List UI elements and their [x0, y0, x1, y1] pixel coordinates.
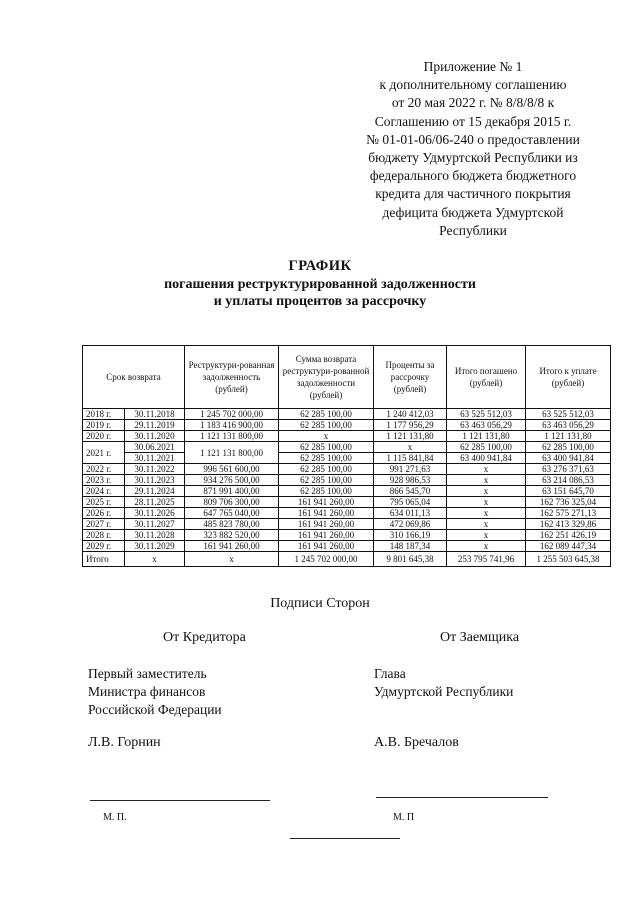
borrower-stamp-mark: М. П: [393, 812, 415, 823]
appendix-line: № 01-01-06/06-240 о предоставлении: [366, 131, 580, 147]
cell-interest: 634 011,13: [374, 508, 447, 519]
appendix-line: Соглашению от 15 декабря 2015 г.: [374, 113, 572, 129]
cell-to-pay: 63 214 086,53: [526, 475, 611, 486]
table-row: [83, 453, 611, 464]
table-row: [83, 541, 611, 552]
cell-repaid: x: [447, 475, 526, 486]
cell-year: 2023 г.: [83, 475, 125, 486]
cell-return: 62 285 100,00: [279, 486, 374, 497]
cell-date: 30.11.2027: [125, 519, 185, 530]
cell-interest: 472 069,86: [374, 519, 447, 530]
header-restructured-debt: Реструктури-рованная задолженность (рублей): [185, 346, 279, 409]
cell-repaid: x: [447, 541, 526, 552]
cell-date: 30.11.2026: [125, 508, 185, 519]
table-row: [83, 530, 611, 541]
table-total-row: [83, 552, 611, 567]
cell-to-pay: 63 151 645,70: [526, 486, 611, 497]
cell-to-pay: 63 525 512,03: [526, 409, 611, 420]
cell-debt: 934 276 500,00: [185, 475, 279, 486]
cell-year: 2027 г.: [83, 519, 125, 530]
creditor-position-line: Министра финансов: [88, 684, 206, 699]
cell-interest: 795 065,04: [374, 497, 447, 508]
table-row: [83, 442, 611, 453]
cell-interest: 1 177 956,29: [374, 420, 447, 431]
cell-debt: 871 991 400,00: [185, 486, 279, 497]
cell-repaid: 63 525 512,03: [447, 409, 526, 420]
cell-repaid: 1 121 131,80: [447, 431, 526, 442]
table-row: [83, 409, 611, 420]
table-row: [83, 475, 611, 486]
cell-year: 2029 г.: [83, 541, 125, 552]
table-row: [83, 431, 611, 442]
table-row: [83, 420, 611, 431]
cell-year: 2018 г.: [83, 409, 125, 420]
cell-debt: 996 561 600,00: [185, 464, 279, 475]
appendix-line: к дополнительному соглашению: [379, 77, 567, 93]
table-header-row: [83, 346, 611, 409]
appendix-line: от 20 мая 2022 г. № 8/8/8/8 к: [391, 95, 555, 111]
cell-debt: 1 121 131 800,00: [185, 431, 279, 442]
cell-date: 30.11.2028: [125, 530, 185, 541]
cell-return: 62 285 100,00: [279, 464, 374, 475]
cell-interest: 991 271,63: [374, 464, 447, 475]
cell-date: 30.11.2018: [125, 409, 185, 420]
creditor-signature-line: [90, 800, 270, 801]
borrower-signature-line: [376, 797, 548, 798]
cell-to-pay: 162 089 447,34: [526, 541, 611, 552]
cell-to-pay: 162 413 329,86: [526, 519, 611, 530]
creditor-position: [88, 665, 222, 719]
cell-debt: 647 765 040,00: [185, 508, 279, 519]
appendix-line: Республики: [439, 222, 507, 238]
borrower-position: [374, 665, 513, 701]
cell-return: 62 285 100,00: [279, 442, 374, 453]
cell-date: 29.11.2024: [125, 486, 185, 497]
cell-repaid: 63 400 941,84: [447, 453, 526, 464]
appendix-line: дефицита бюджета Удмуртской: [382, 204, 564, 220]
cell-date: 30.06.2021: [125, 442, 185, 453]
cell-to-pay: 1 121 131,80: [526, 431, 611, 442]
header-return-sum: Сумма возврата реструктури-рованной задолженности (рублей): [279, 346, 374, 409]
cell-repaid: x: [447, 464, 526, 475]
cell-to-pay: 162 736 325,04: [526, 497, 611, 508]
cell-year: 2019 г.: [83, 420, 125, 431]
creditor-position-line: Первый заместитель: [88, 666, 207, 681]
cell-repaid: 253 795 741,96: [447, 552, 526, 567]
cell-to-pay: 63 463 056,29: [526, 420, 611, 431]
table-row: [83, 508, 611, 519]
cell-year: 2024 г.: [83, 486, 125, 497]
cell-debt: 485 823 780,00: [185, 519, 279, 530]
cell-interest: 866 545,70: [374, 486, 447, 497]
cell-return: 161 941 260,00: [279, 497, 374, 508]
cell-date: 30.11.2022: [125, 464, 185, 475]
cell-interest: 310 166,19: [374, 530, 447, 541]
cell-interest: 9 801 645,38: [374, 552, 447, 567]
borrower-label: От Заемщика: [440, 630, 520, 645]
cell-to-pay: 63 400 941,84: [526, 453, 611, 464]
cell-date: 30.11.2023: [125, 475, 185, 486]
cell-return: 161 941 260,00: [279, 530, 374, 541]
table-row: [83, 486, 611, 497]
cell-year: 2028 г.: [83, 530, 125, 541]
appendix-line: федерального бюджета бюджетного: [369, 168, 577, 184]
cell-return: 62 285 100,00: [279, 420, 374, 431]
cell-date: 30.11.2021: [125, 453, 185, 464]
cell-debt: 1 245 702 000,00: [185, 409, 279, 420]
schedule-table: [82, 345, 611, 567]
cell-debt: 809 706 300,00: [185, 497, 279, 508]
table-row: [83, 497, 611, 508]
cell-to-pay: 162 251 426,19: [526, 530, 611, 541]
cell-date: 30.11.2020: [125, 431, 185, 442]
cell-return: 62 285 100,00: [279, 409, 374, 420]
cell-date: 29.11.2019: [125, 420, 185, 431]
cell-to-pay: 62 285 100,00: [526, 442, 611, 453]
cell-to-pay: 63 276 371,63: [526, 464, 611, 475]
cell-debt: 1 183 416 900,00: [185, 420, 279, 431]
cell-total-label: Итого: [83, 552, 125, 567]
borrower-signatory-name: А.В. Бречалов: [374, 735, 459, 750]
cell-to-pay: 1 255 503 645,38: [526, 552, 611, 567]
cell-interest: 148 187,34: [374, 541, 447, 552]
cell-year: 2026 г.: [83, 508, 125, 519]
cell-return: 161 941 260,00: [279, 508, 374, 519]
appendix-line: Приложение № 1: [423, 59, 523, 74]
cell-return: 161 941 260,00: [279, 519, 374, 530]
cell-return: x: [279, 431, 374, 442]
cell-debt: x: [185, 552, 279, 567]
cell-interest: 1 240 412,03: [374, 409, 447, 420]
creditor-signatory-name: Л.В. Горнин: [88, 735, 161, 750]
cell-year: 2020 г.: [83, 431, 125, 442]
cell-return: 62 285 100,00: [279, 453, 374, 464]
cell-repaid: 62 285 100,00: [447, 442, 526, 453]
cell-date: 30.11.2029: [125, 541, 185, 552]
cell-repaid: x: [447, 486, 526, 497]
appendix-line: бюджету Удмуртской Республики из: [368, 150, 578, 166]
document-subtitle-line2: и уплаты процентов за рассрочку: [213, 294, 427, 309]
cell-repaid: x: [447, 508, 526, 519]
cell-debt: 323 882 520,00: [185, 530, 279, 541]
document-title: ГРАФИК: [288, 258, 352, 274]
header-interest: Проценты за рассрочку (рублей): [374, 346, 447, 409]
creditor-label: От Кредитора: [163, 630, 246, 645]
cell-repaid: x: [447, 519, 526, 530]
signatures-heading: Подписи Сторон: [270, 596, 370, 611]
cell-year: 2022 г.: [83, 464, 125, 475]
cell-return: 161 941 260,00: [279, 541, 374, 552]
table-row: [83, 519, 611, 530]
appendix-header: [328, 58, 618, 240]
cell-to-pay: 162 575 271,13: [526, 508, 611, 519]
cell-date: 28.11.2025: [125, 497, 185, 508]
cell-debt: 1 121 131 800,00: [185, 442, 279, 464]
creditor-stamp-mark: М. П.: [103, 812, 127, 823]
cell-year: 2021 г.: [83, 442, 125, 464]
cell-repaid: x: [447, 530, 526, 541]
document-subtitle-line1: погашения реструктурированной задолженности: [164, 277, 476, 292]
cell-interest: 928 986,53: [374, 475, 447, 486]
cell-date: x: [125, 552, 185, 567]
creditor-position-line: Российской Федерации: [88, 702, 222, 717]
borrower-position-line: Глава: [374, 666, 406, 681]
table-row: [83, 464, 611, 475]
header-term: Срок возврата: [83, 346, 185, 409]
cell-debt: 161 941 260,00: [185, 541, 279, 552]
bottom-divider-line: [290, 838, 400, 839]
cell-repaid: 63 463 056,29: [447, 420, 526, 431]
cell-interest: 1 115 841,84: [374, 453, 447, 464]
header-total-repaid: Итого погашено (рублей): [447, 346, 526, 409]
cell-year: 2025 г.: [83, 497, 125, 508]
appendix-line: кредита для частичного покрытия: [375, 186, 571, 202]
cell-interest: 1 121 131,80: [374, 431, 447, 442]
borrower-position-line: Удмуртской Республики: [374, 684, 514, 699]
cell-return: 1 245 702 000,00: [279, 552, 374, 567]
cell-repaid: x: [447, 497, 526, 508]
header-total-to-pay: Итого к уплате (рублей): [526, 346, 611, 409]
cell-interest: x: [374, 442, 447, 453]
cell-return: 62 285 100,00: [279, 475, 374, 486]
